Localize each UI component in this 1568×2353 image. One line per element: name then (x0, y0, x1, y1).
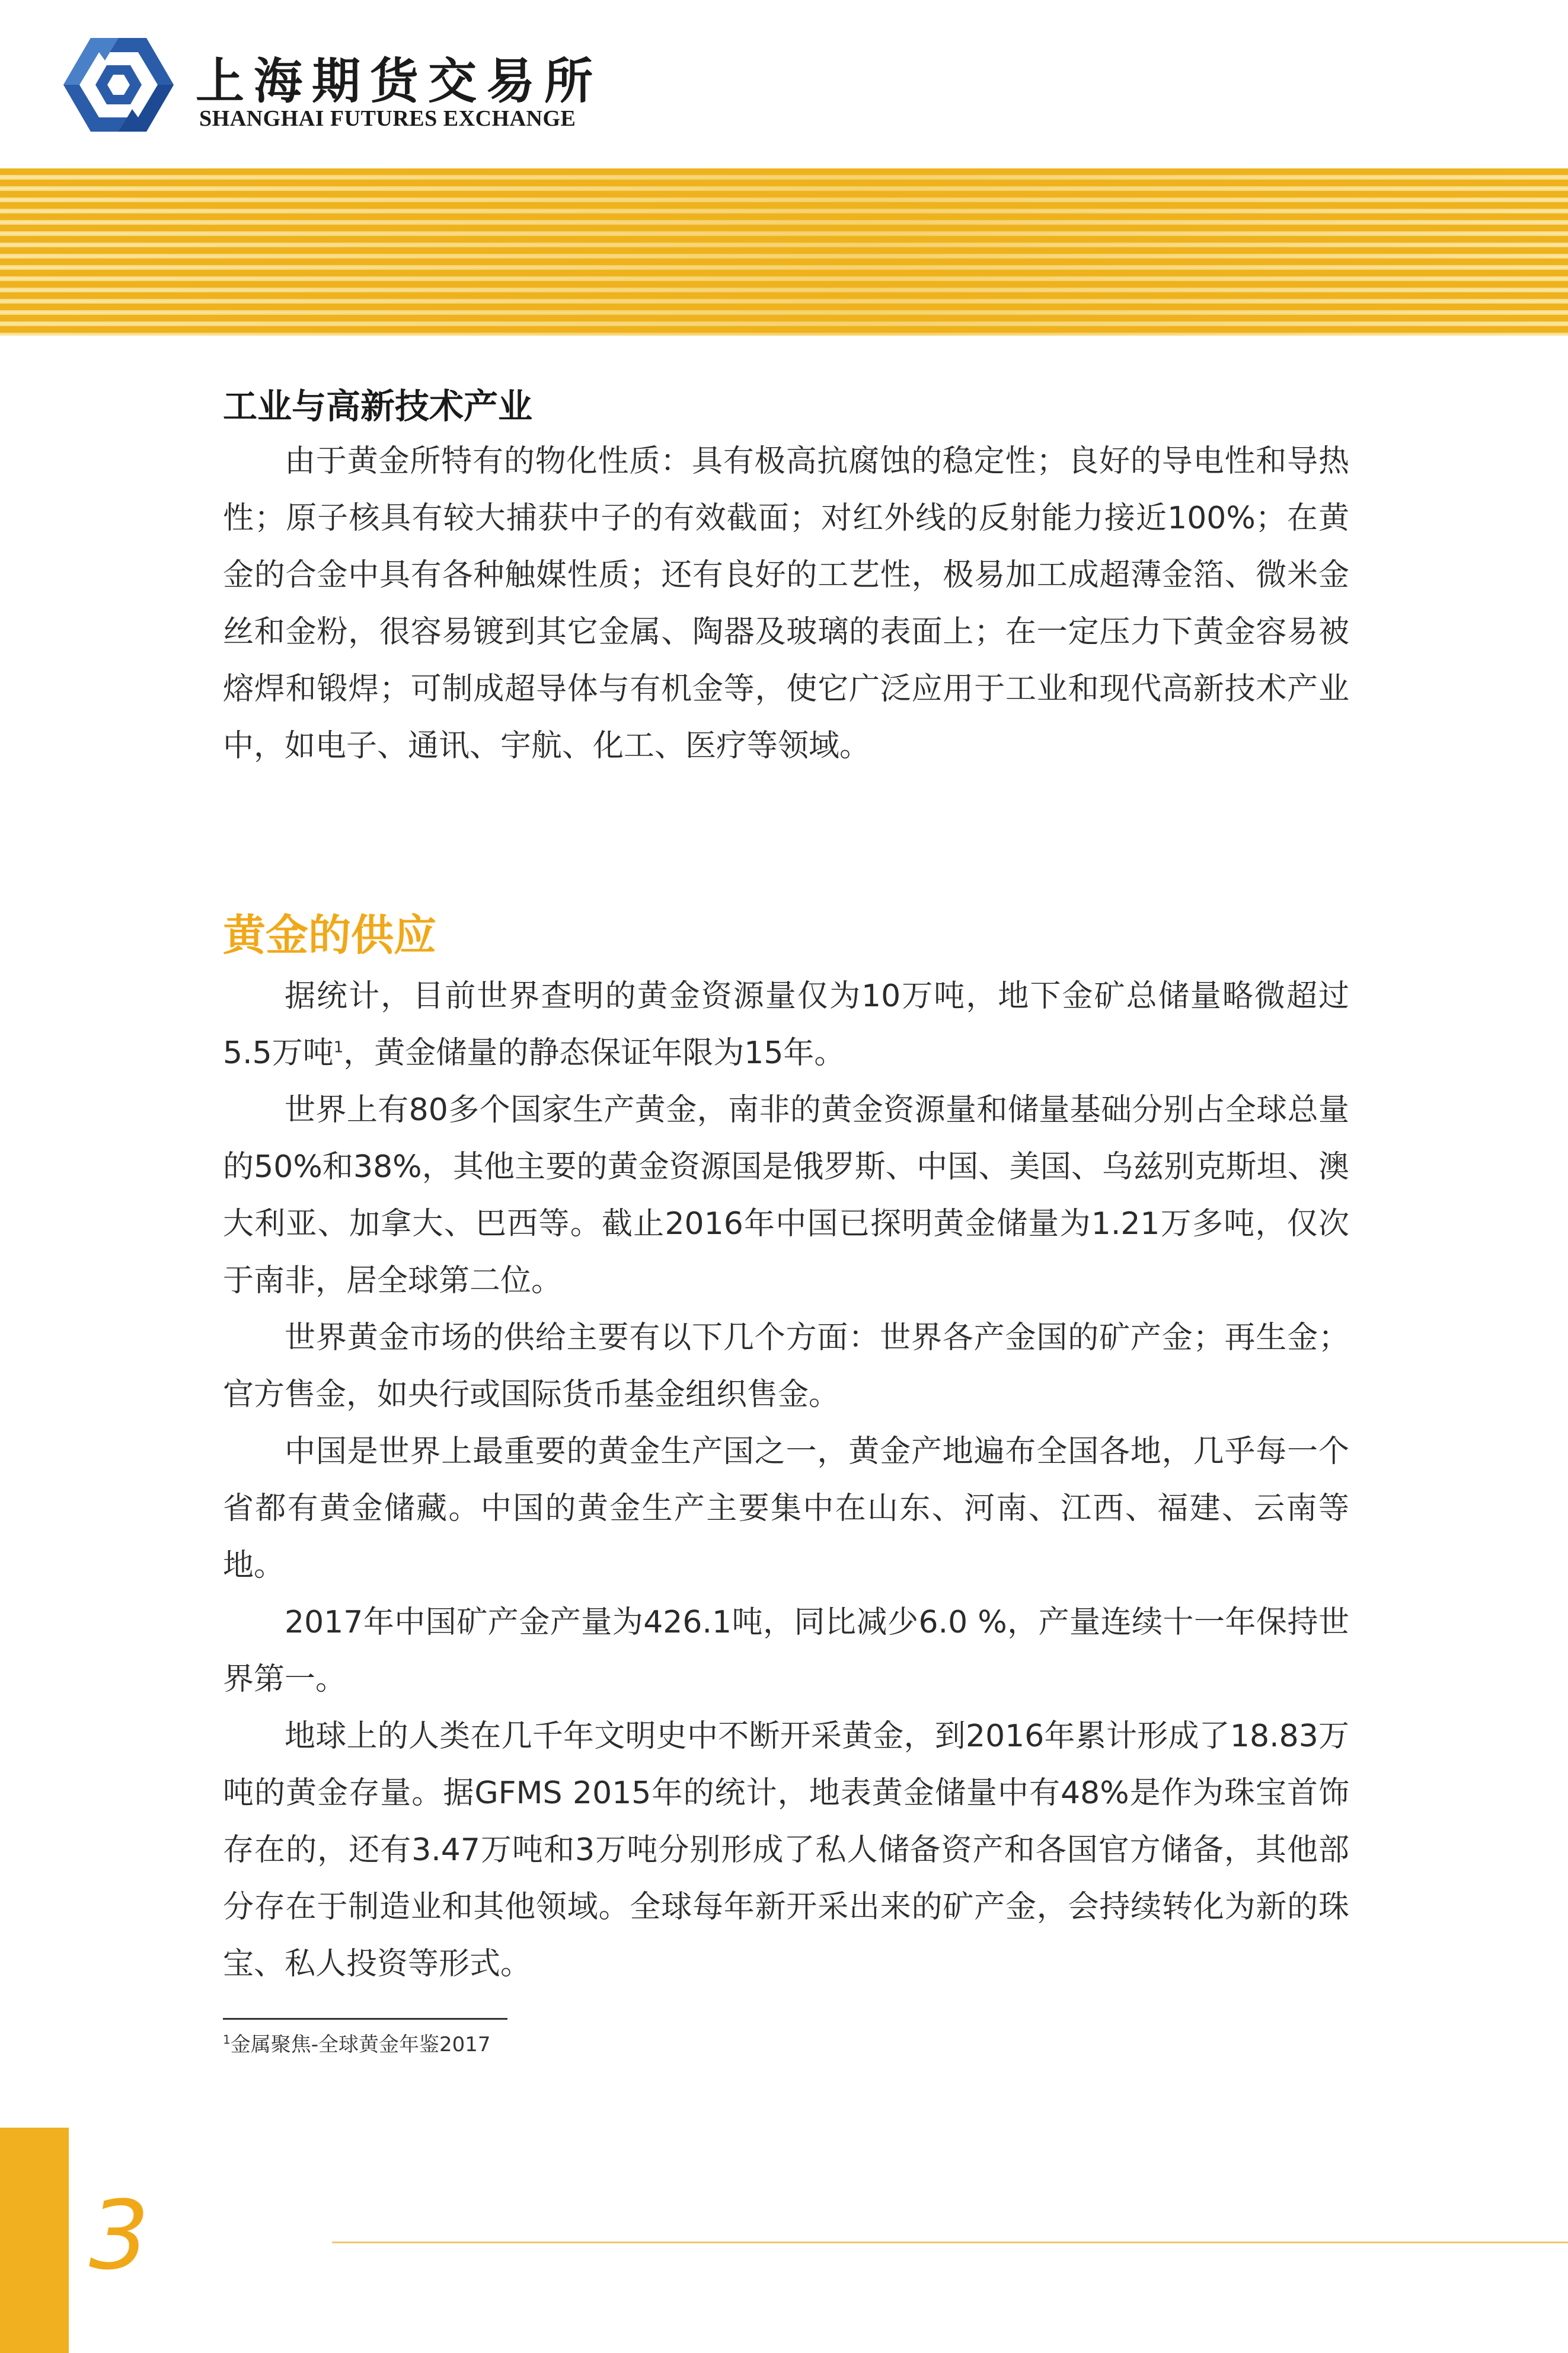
footnote (223, 2030, 491, 2059)
main-content (223, 380, 1349, 1992)
footer-rule (332, 2242, 1568, 2243)
sfe-logo-icon (62, 34, 175, 135)
footnote-text: 金属聚焦-全球黄金年鉴2017 (230, 2033, 491, 2057)
footnote-reference: 1 (333, 1038, 344, 1057)
page-number: 3 (89, 2180, 149, 2291)
supply-paragraph-3: 世界黄金市场的供给主要有以下几个方面：世界各产金国的矿产金；再生金；官方售金，如央行或国际货币基金组织售金。 (223, 1320, 1349, 1413)
logo-chinese-name: 上海期货交易所 (196, 53, 603, 110)
page-side-bar (0, 2128, 69, 2353)
gold-supply-heading: 黄金的供应 (223, 910, 437, 960)
supply-paragraph-5: 2017年中国矿产金产量为426.1吨，同比减少6.0 %，产量连续十一年保持世界第一。 (223, 1605, 1349, 1697)
footnote-divider (223, 2018, 507, 2020)
supply-paragraph-2: 世界上有80多个国家生产黄金，南非的黄金资源量和储量基础分别占全球总量的50%和38%，其他主要的黄金资源国是俄罗斯、中国、美国、乌兹别克斯坦、澳大利亚、加拿大、巴西等。截止2016年中国已探明黄金储量为1.21万多吨，仅次于南非，居全球第二位。 (223, 1092, 1349, 1299)
footnote-marker: 1 (223, 2032, 231, 2047)
supply-paragraph-6: 地球上的人类在几千年文明史中不断开采黄金，到2016年累计形成了18.83万吨的黄金存量。据GFMS 2015年的统计，地表黄金储量中有48%是作为珠宝首饰存在的，还有3.47万吨和3万吨分别形成了私人储备资产和各国官方储备，其他部分存在于制造业和其他领域。全球每年新开采出来的矿产金，会持续转化为新的珠宝、私人投资等形式。 (223, 1718, 1349, 1982)
logo-english-name: SHANGHAI FUTURES EXCHANGE (199, 106, 576, 131)
supply-paragraph-1: 据统计，目前世界查明的黄金资源量仅为10万吨，地下金矿总储量略微超过5.5万吨$^1$，黄金储量的静态保证年限为15年。 (223, 978, 1349, 1071)
industry-paragraph: 由于黄金所特有的物化性质：具有极高抗腐蚀的稳定性；良好的导电性和导热性；原子核具有较大捕获中子的有效截面；对红外线的反射能力接近100%；在黄金的合金中具有各种触媒性质；还有良好的工艺性，极易加工成超薄金箔、微米金丝和金粉，很容易镀到其它金属、陶器及玻璃的表面上；在一定压力下黄金容易被熔焊和锻焊；可制成超导体与有机金等，使它广泛应用于工业和现代高新技术产业中，如电子、通讯、宇航、化工、医疗等领域。 (223, 444, 1349, 764)
header-stripe-band (0, 168, 1568, 336)
industry-subheading: 工业与高新技术产业 (223, 386, 533, 426)
supply-paragraph-4: 中国是世界上最重要的黄金生产国之一，黄金产地遍布全国各地，几乎每一个省都有黄金储藏。中国的黄金生产主要集中在山东、河南、江西、福建、云南等地。 (223, 1434, 1349, 1583)
